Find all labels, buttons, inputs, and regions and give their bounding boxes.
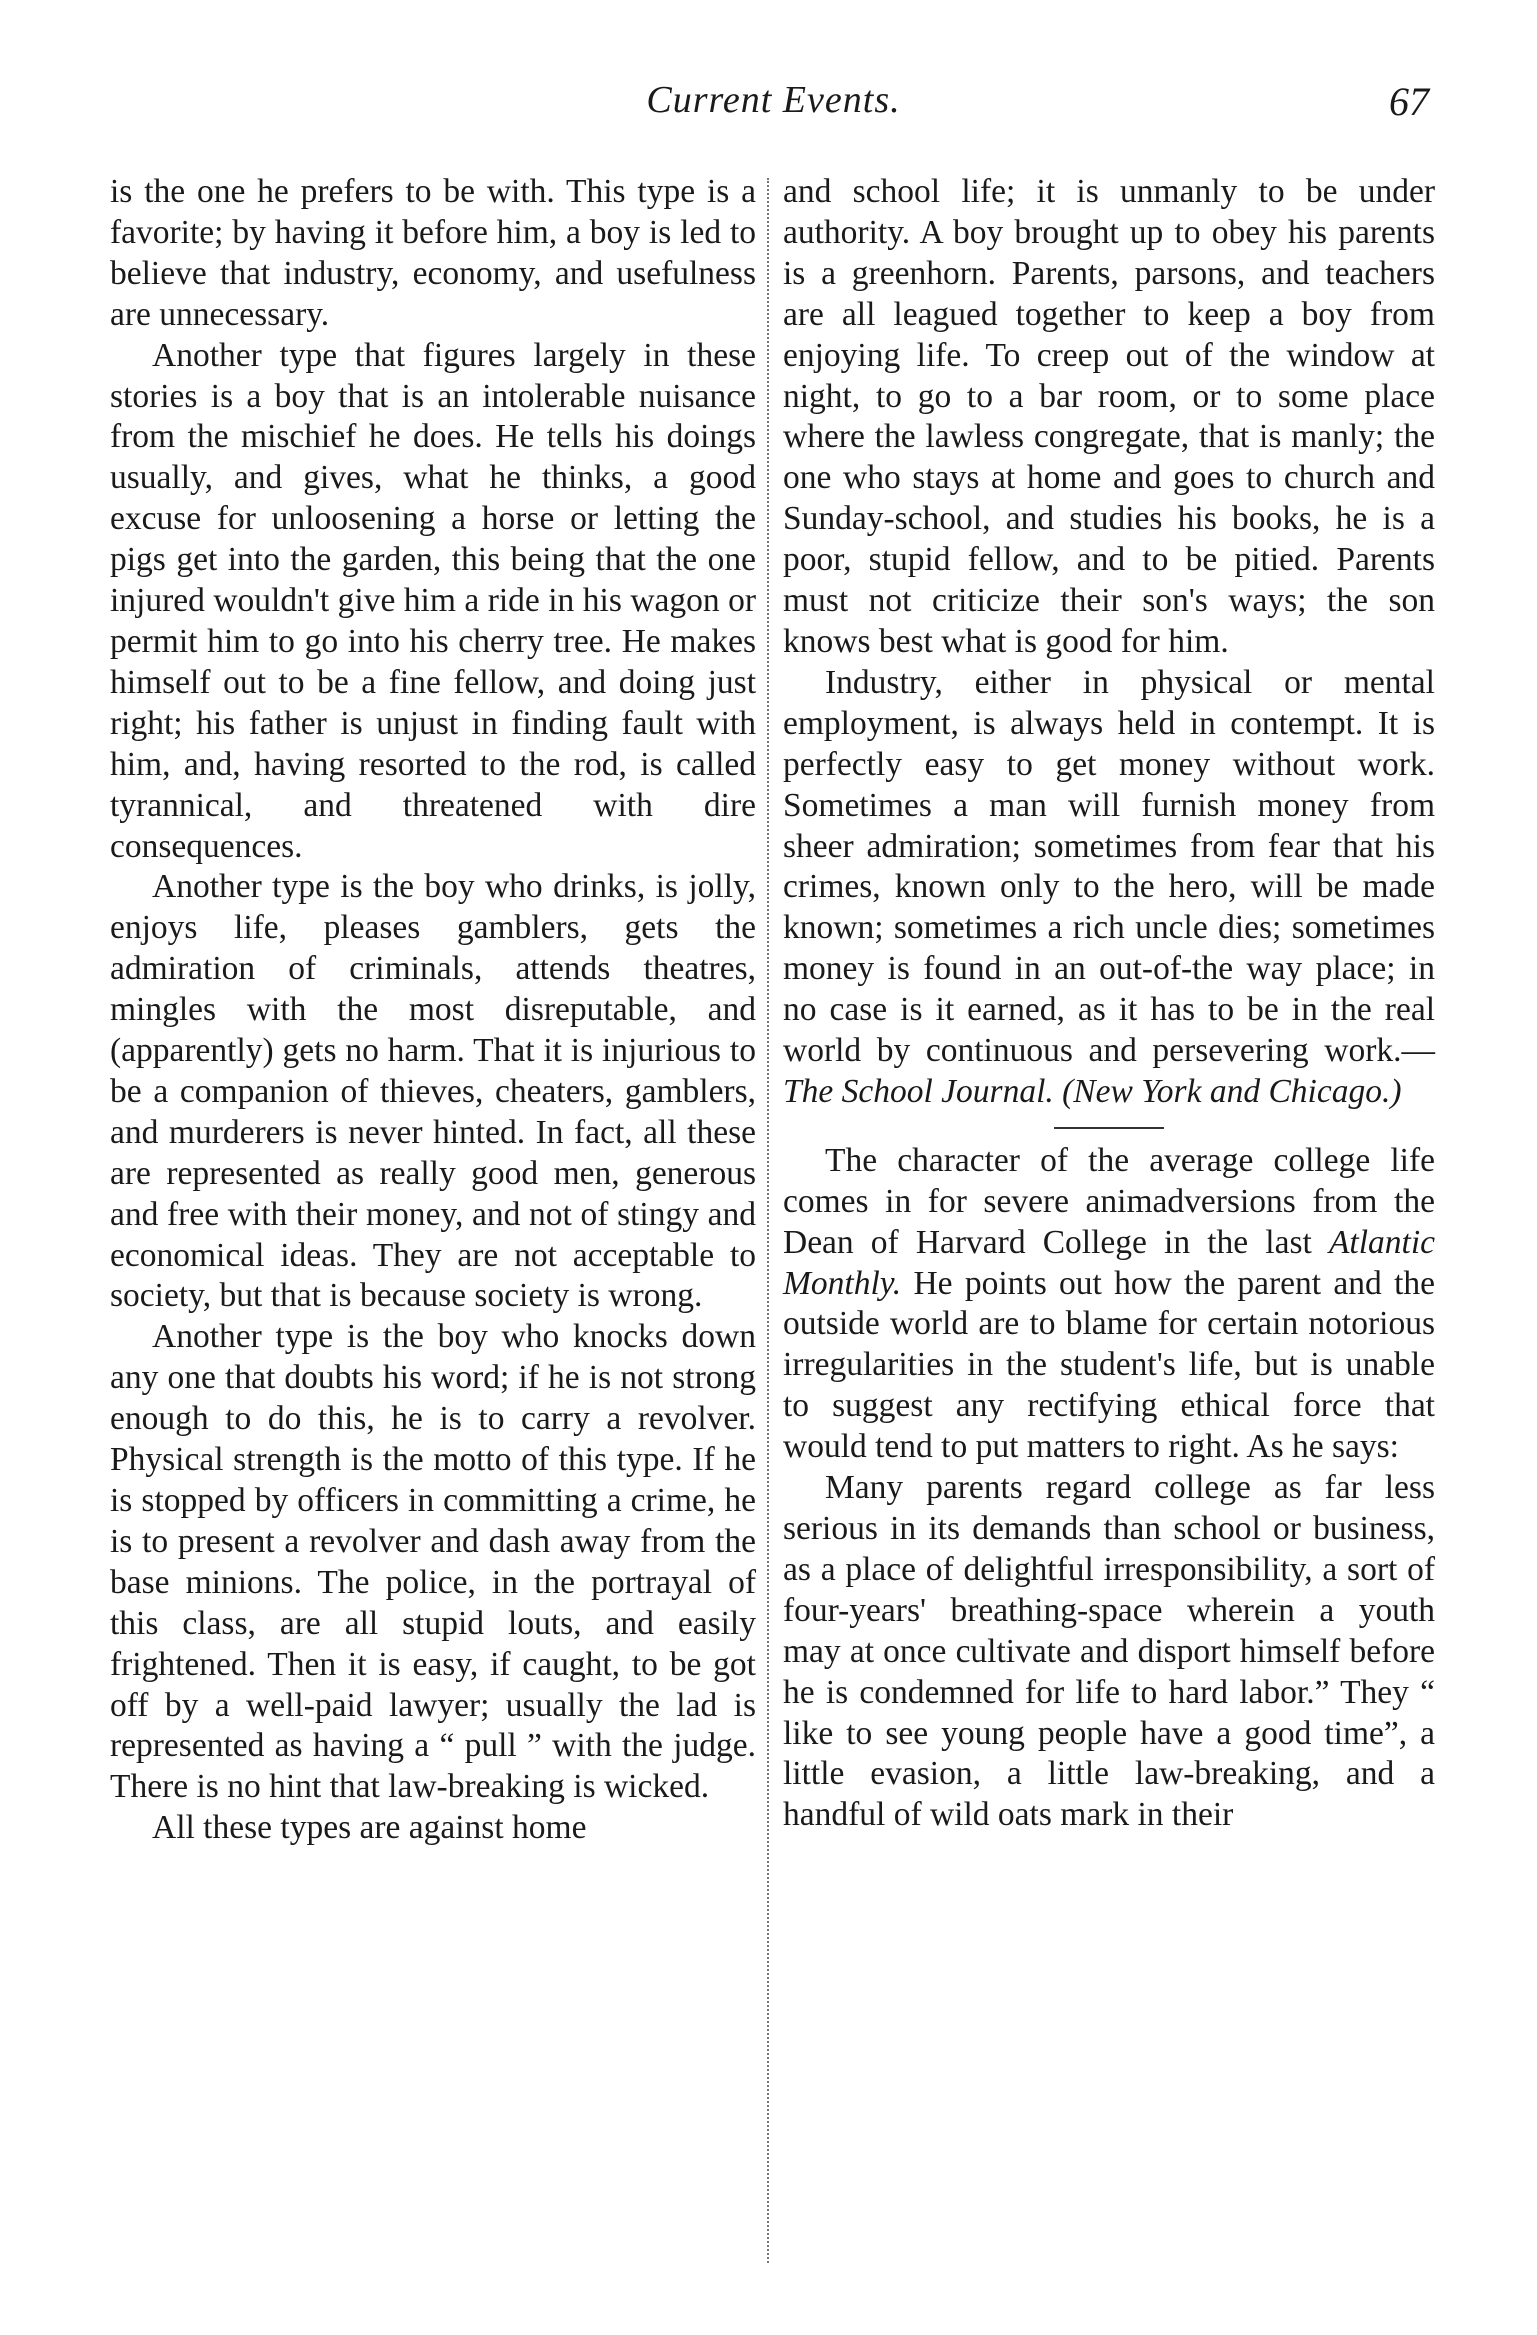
left-paragraph-3: Another type is the boy who drinks, is jolly, enjoys life, pleases gamblers, gets the admiration of criminals, attends theatres, mingles with the most disreputable, and (apparently) gets no harm. That it is injurious to be a companion of thieves, cheaters, gamblers, and murderers is never hinted. In fact, all these are represented as really good men, generous and free with their money, and not of stingy and economical ideas. They are not acceptable to society, but that is because society is wrong. bbox=[110, 868, 756, 1315]
right-paragraph-1: and school life; it is unmanly to be under authority. A boy brought up to obey his parents is a greenhorn. Parents, parsons, and teachers are all leagued together to keep a boy from enjoying life. To creep out of the window at night, to go to a bar room, or to some place where the lawless congregate, that is manly; the one who stays at home and goes to church and Sunday-school, and studies his books, he is a poor, stupid fellow, and to be pitied. Parents must not criticize their son's ways; the son knows best what is good for him. bbox=[783, 173, 1435, 660]
page-header bbox=[110, 78, 1437, 128]
college-text: The character of the average college life comes in for severe animadversions from the Dean of Harvard College in the last bbox=[783, 1141, 1435, 1261]
left-paragraph-4: Another type is the boy who knocks down any one that doubts his word; if he is not strong enough to do this, he is to carry a revolver. Physical strength is the motto of this type. If he is stopped by officers in committing a crime, he is to present a revolver and dash away from the base minions. The police, in the portrayal of this class, are all stupid louts, and easily frightened. Then it is easy, if caught, to be got off by a well-paid lawyer; usually the lad is represented as having a “ pull ” with the judge. There is no hint that law-breaking is wicked. bbox=[110, 1318, 756, 1806]
running-title: Current Events. bbox=[646, 79, 901, 121]
right-paragraph-3 bbox=[783, 1141, 1435, 1468]
right-column bbox=[783, 172, 1435, 1836]
source-location: (New York and Chicago.) bbox=[1062, 1072, 1402, 1110]
right-paragraph-4: Many parents regard college as far less serious in its demands than school or business, as a place of delightful irresponsibility, a sort of four-years' breathing-space wherein a youth may at once cultivate and disport himself before he is condemned for life to hard labor.” They “ like to see young people have a good time”, a little evasion, a little law-breaking, and a handful of wild oats mark in their bbox=[783, 1469, 1435, 1834]
section-separator bbox=[1054, 1127, 1164, 1129]
left-column bbox=[110, 172, 756, 1849]
column-divider bbox=[767, 178, 769, 2263]
left-paragraph-2: Another type that figures largely in these stories is a boy that is an intolerable nuisance from the mischief he does. He tells his doings usually, and gives, what he thinks, a good excuse for unloosening a horse or letting the pigs get into the garden, this being that the one injured wouldn't give him a ride in his wagon or permit him to go into his cherry tree. He makes himself out to be a fine fellow, and doing just right; his father is unjust in finding fault with him, and, having resorted to the rod, is called tyrannical, and threatened with dire consequences. bbox=[110, 336, 756, 865]
college-text-rest: He points out how the parent and the outside world are to blame for certain notorious irregularities in the student's life, but is unable to suggest any rectifying ethical force that would tend to put matters to right. As he says: bbox=[783, 1264, 1436, 1466]
right-paragraph-2 bbox=[783, 663, 1435, 1113]
page-number: 67 bbox=[1389, 79, 1429, 124]
magazine-title: Atlantic Monthly. bbox=[783, 1223, 1436, 1302]
source-journal: The School Journal. bbox=[783, 1072, 1054, 1110]
left-paragraph-5: All these types are against home bbox=[152, 1809, 587, 1847]
left-paragraph-1: is the one he prefers to be with. This type is a favorite; by having it before him, a boy is led to believe that industry, economy, and usefulness are unnecessary. bbox=[110, 173, 756, 333]
industry-text: Industry, either in physical or mental employment, is always held in contempt. It is perfectly easy to get money without work. Sometimes a man will furnish money from sheer admiration; sometimes from fear that his crimes, known only to the hero, will be made known; sometimes a rich uncle dies; sometimes money is found in an out-of-the way place; in no case is it earned, as it has to be in the real world by continuous and persevering work.— bbox=[783, 663, 1435, 1070]
